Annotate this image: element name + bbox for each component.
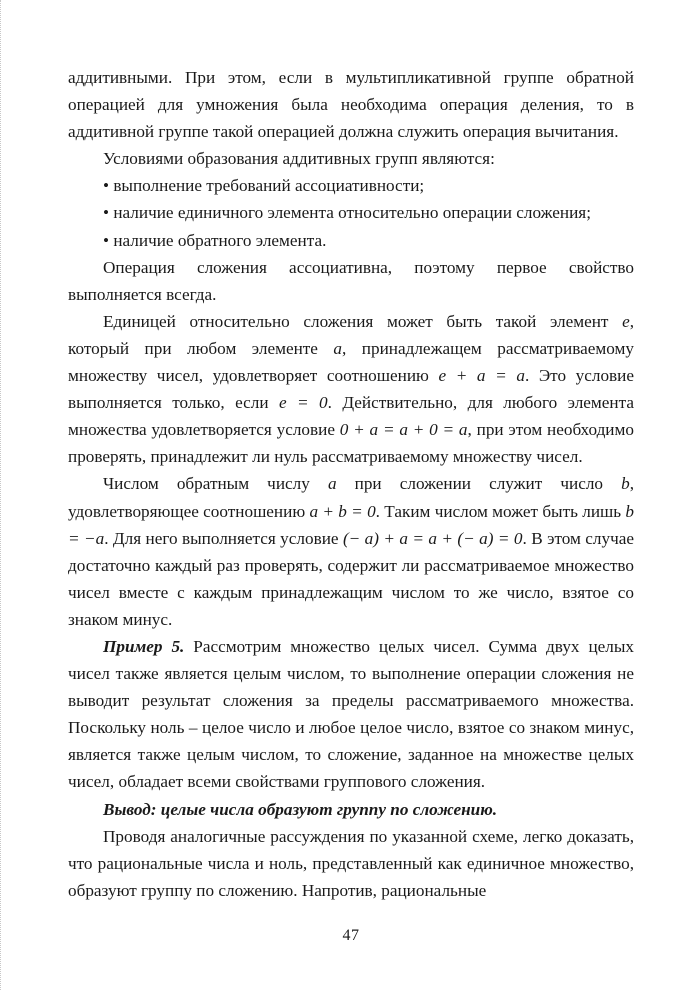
paragraph-conditions-intro: Условиями образования аддитивных групп являются: — [103, 149, 495, 169]
paragraph-rational-numbers: Проводя аналогичные рассуждения по указанной схеме, легко доказать, что рациональные числа и ноль, представленный как единичное множество, образуют группу по сложению. Напротив, рациональные — [68, 826, 634, 900]
bullet-identity-element: • наличие единичного элемента относительно операции сложения; — [103, 203, 591, 223]
text-run: , который при любом элементе — [68, 311, 634, 358]
example-text: Рассмотрим множество целых чисел. Сумма двух целых чисел также является целым числом, то выполнение операции сложения не выводит результат сложения за пределы рассматриваемого множества. Поскольку ноль – целое число и любое целое число, взятое со знаком минус, является также целым числом, то сложение, заданное на множестве целых чисел, обладает всеми свойствами группового сложения. — [68, 636, 634, 792]
text-run: Числом обратным числу — [103, 474, 328, 494]
paragraph-inverse — [68, 470, 634, 633]
text-run: Единицей относительно сложения может быть такой элемент — [103, 311, 623, 331]
body-text — [68, 64, 634, 904]
paragraph-associativity: Операция сложения ассоциативна, поэтому первое свойство выполняется всегда. — [68, 257, 634, 304]
paragraph-continuation: аддитивными. При этом, если в мультипликативной группе обратной операцией для умножения была необходима операция деления, то в аддитивной группе такой операцией должна служить операция вычитания. — [68, 68, 634, 142]
text-run: . Действительно, для любого элемента множества удовлетворяется условие — [68, 393, 634, 440]
math-zero-condition: 0 + a = a + 0 = a — [339, 420, 468, 440]
page-number: 47 — [342, 927, 360, 944]
text-run: , принадлежащем рассматриваемому множеству чисел, удовлетворяет соотношению — [68, 338, 634, 386]
text-run: . Это условие выполняется только, если — [68, 366, 635, 413]
text-run: , удовлетворяющее соотношению — [68, 474, 634, 521]
math-a: a — [327, 474, 337, 494]
math-inverse-condition: (− a) + a = a + (− a) = 0 — [342, 528, 523, 548]
bullet-inverse-element: • наличие обратного элемента. — [103, 230, 327, 250]
text-run: . Для него выполняется условие — [104, 528, 343, 548]
math-e: e — [622, 311, 630, 331]
math-b: b — [621, 474, 630, 494]
text-run: . В этом случае достаточно каждый раз проверять, содержит ли рассматриваемое множество чисел вместе с каждым принадлежащим числом то же число, взятое со знаком минус. — [68, 528, 634, 629]
conclusion: Вывод: целые числа образуют группу по сложению. — [103, 799, 498, 819]
math-inverse-relation: a + b = 0 — [309, 501, 376, 521]
math-e-equals-zero: e = 0 — [278, 393, 328, 413]
bullet-associativity: • выполнение требований ассоциативности; — [103, 176, 425, 196]
text-run: , при этом необходимо проверять, принадлежит ли нуль рассматриваемому множеству чисел. — [68, 420, 634, 467]
math-b-equals-minus-a: b = −a — [68, 501, 635, 548]
math-identity-relation: e + a = a — [438, 366, 525, 386]
paragraph-example-5 — [68, 633, 634, 796]
paragraph-identity — [68, 308, 634, 471]
text-run: при сложении служит число — [336, 474, 622, 494]
example-label: Пример 5. — [103, 636, 185, 656]
text-run: . Таким числом может быть лишь — [375, 501, 626, 521]
math-a: a — [333, 338, 343, 358]
